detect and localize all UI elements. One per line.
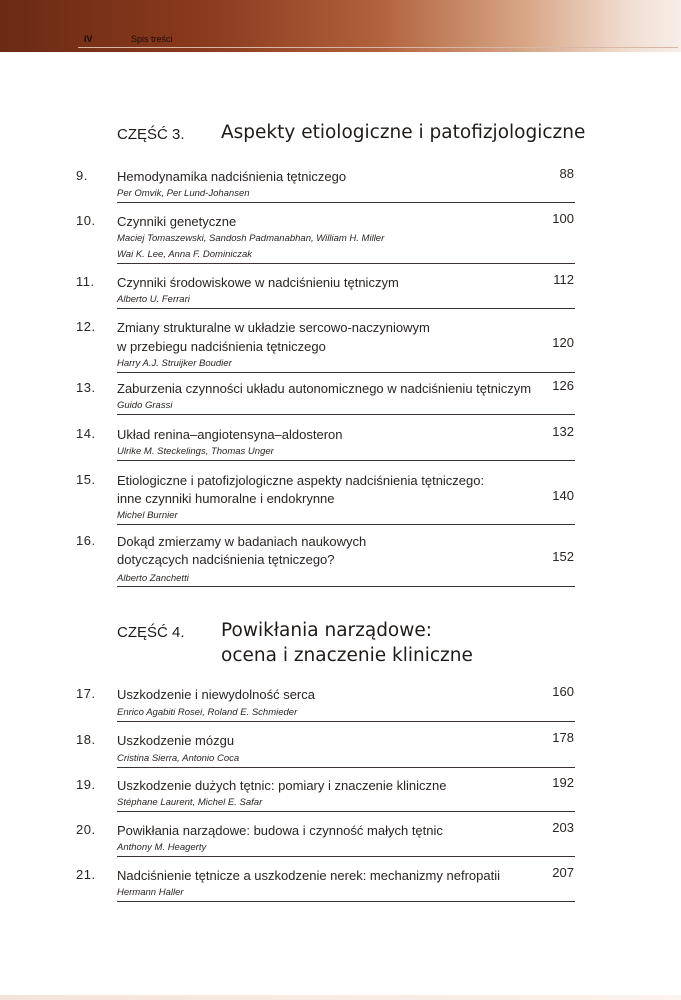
entry-title: Nadciśnienie tętnicze a uszkodzenie nerek: mechanizmy nefropatii	[117, 868, 500, 883]
header-page-number: IV	[84, 34, 93, 44]
entry-title: Dokąd zmierzamy w badaniach naukowych	[117, 534, 367, 549]
part-title: Aspekty etiologiczne i patofizjologiczne	[221, 122, 586, 143]
entry-authors: Hermann Haller	[117, 887, 184, 898]
entry-authors: Anthony M. Heagerty	[117, 842, 207, 853]
entry-number: 13.	[76, 380, 96, 395]
entry-page: 132	[552, 424, 574, 439]
entry-page: 203	[552, 820, 574, 835]
entry-authors: Stéphane Laurent, Michel E. Safar	[117, 797, 263, 808]
entry-title: Powikłania narządowe: budowa i czynność małych tętnic	[117, 823, 443, 838]
entry-rule	[117, 524, 575, 525]
entry-page: 126	[552, 378, 574, 393]
entry-title: Czynniki środowiskowe w nadciśnieniu tętniczym	[117, 275, 399, 290]
entry-title: Zmiany strukturalne w układzie sercowo-naczyniowym	[117, 320, 430, 335]
entry-authors: Alberto Zanchetti	[117, 573, 189, 584]
entry-page: 192	[552, 775, 574, 790]
entry-number: 9.	[76, 168, 88, 183]
entry-rule	[117, 414, 575, 415]
entry-number: 15.	[76, 472, 96, 487]
entry-rule	[117, 586, 575, 587]
entry-rule	[117, 856, 575, 857]
entry-authors: Michel Burnier	[117, 510, 178, 521]
entry-authors: Guido Grassi	[117, 400, 173, 411]
entry-authors: Enrico Agabiti Rosei, Roland E. Schmieder	[117, 707, 298, 718]
entry-number: 21.	[76, 867, 96, 882]
entry-authors-line-2: Wai K. Lee, Anna F. Dominiczak	[117, 249, 252, 260]
entry-authors: Maciej Tomaszewski, Sandosh Padmanabhan, William H. Miller	[117, 233, 385, 244]
part-title: Powikłania narządowe:	[221, 620, 432, 641]
entry-title: Czynniki genetyczne	[117, 214, 237, 229]
header-rule	[78, 47, 678, 48]
entry-number: 17.	[76, 686, 96, 701]
entry-title: Układ renina–angiotensyna–aldosteron	[117, 427, 343, 442]
entry-authors: Ulrike M. Steckelings, Thomas Unger	[117, 446, 274, 457]
entry-rule	[117, 202, 575, 203]
entry-number: 20.	[76, 822, 96, 837]
entry-rule	[117, 372, 575, 373]
entry-title: Hemodynamika nadciśnienia tętniczego	[117, 169, 347, 184]
entry-rule	[117, 460, 575, 461]
entry-title-line-2: w przebiegu nadciśnienia tętniczego	[117, 339, 326, 354]
entry-authors: Cristina Sierra, Antonio Coca	[117, 753, 240, 764]
entry-number: 11.	[76, 274, 95, 289]
entry-number: 14.	[76, 426, 96, 441]
entry-page: 178	[552, 730, 574, 745]
entry-title-line-2: dotyczących nadciśnienia tętniczego?	[117, 552, 335, 567]
entry-number: 10.	[76, 213, 96, 228]
header-section-title: Spis treści	[131, 34, 173, 44]
entry-number: 19.	[76, 777, 96, 792]
entry-title: Etiologiczne i patofizjologiczne aspekty nadciśnienia tętniczego:	[117, 473, 485, 488]
entry-page: 100	[552, 211, 574, 226]
entry-authors: Per Omvik, Per Lund-Johansen	[117, 188, 250, 199]
entry-title: Uszkodzenie i niewydolność serca	[117, 687, 315, 702]
part-title-line-2: ocena i znaczenie kliniczne	[221, 645, 473, 666]
page-header-band	[0, 0, 681, 52]
entry-number: 18.	[76, 732, 96, 747]
entry-title: Zaburzenia czynności układu autonomicznego w nadciśnieniu tętniczym	[117, 381, 532, 396]
entry-page: 120	[552, 335, 574, 350]
entry-page: 207	[552, 865, 574, 880]
entry-title-line-2: inne czynniki humoralne i endokrynne	[117, 491, 335, 506]
entry-authors: Alberto U. Ferrari	[117, 294, 190, 305]
entry-page: 160	[552, 684, 574, 699]
entry-title: Uszkodzenie dużych tętnic: pomiary i znaczenie kliniczne	[117, 778, 447, 793]
entry-page: 140	[552, 488, 574, 503]
entry-rule	[117, 901, 575, 902]
entry-page: 152	[552, 549, 574, 564]
entry-number: 16.	[76, 533, 96, 548]
entry-title: Uszkodzenie mózgu	[117, 733, 235, 748]
part-label: CZĘŚĆ 3.	[117, 126, 185, 143]
entry-rule	[117, 263, 575, 264]
entry-rule	[117, 811, 575, 812]
page-bottom-edge	[0, 995, 681, 1000]
part-label: CZĘŚĆ 4.	[117, 624, 185, 641]
entry-page: 112	[553, 272, 574, 287]
entry-rule	[117, 767, 575, 768]
entry-rule	[117, 308, 575, 309]
entry-authors: Harry A.J. Struijker Boudier	[117, 358, 232, 369]
entry-rule	[117, 721, 575, 722]
entry-number: 12.	[76, 319, 96, 334]
entry-page: 88	[559, 166, 574, 181]
